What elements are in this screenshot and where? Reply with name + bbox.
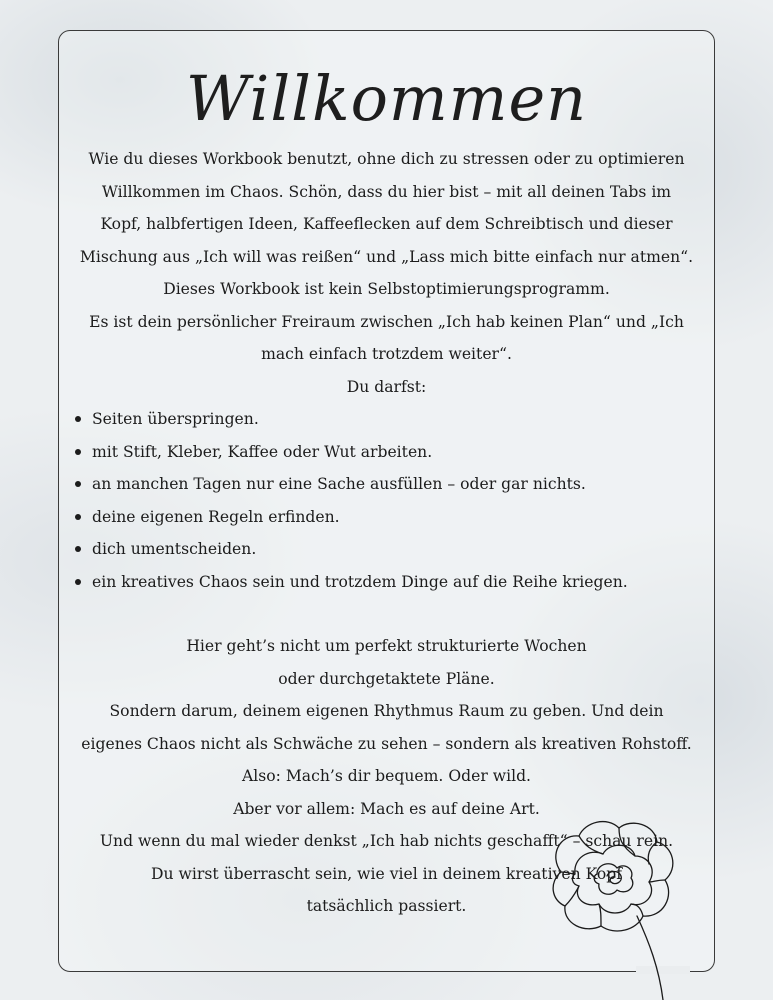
closing-line: Also: Mach’s dir bequem. Oder wild. — [241, 767, 532, 785]
intro-line: Mischung aus „Ich will was reißen“ und „Lass mich bitte einfach nur atmen“. — [79, 247, 694, 266]
list-item: an manchen Tagen nur eine Sache ausfüllen – oder gar nichts. — [92, 468, 715, 501]
freiraum-paragraph: Es ist dein persönlicher Freiraum zwischen „Ich hab keinen Plan“ und „Ich mach einfach trotzdem weiter“. — [89, 312, 684, 363]
list-item: mit Stift, Kleber, Kaffee oder Wut arbeiten. — [92, 436, 715, 469]
page-title: Willkommen — [185, 62, 588, 135]
list-item: ein kreatives Chaos sein und trotzdem Dinge auf die Reihe kriegen. — [92, 566, 715, 599]
permission-list — [58, 403, 715, 598]
main-text — [58, 143, 715, 923]
intro-line: Dieses Workbook ist kein Selbstoptimierungsprogramm. — [163, 280, 610, 298]
closing-line: Aber vor allem: Mach es auf deine Art. — [233, 799, 540, 818]
list-item: Seiten überspringen. — [92, 403, 715, 436]
spacer — [58, 598, 715, 630]
closing-line: Hier geht’s nicht um perfekt strukturierte Wochen — [186, 637, 587, 655]
closing-line: Sondern darum, deinem eigenen Rhythmus Raum zu geben. Und dein — [109, 702, 664, 720]
closing-line: Und wenn du mal wieder denkst „Ich hab nichts geschafft“ – schau rein. — [99, 832, 674, 850]
rose-line-drawing-icon — [545, 812, 685, 1000]
du-darfst-label: Du darfst: — [346, 377, 427, 396]
intro-line: Willkommen im Chaos. Schön, dass du hier bist – mit all deinen Tabs im — [101, 182, 672, 201]
list-item: dich umentscheiden. — [92, 533, 715, 566]
intro-line: Kopf, halbfertigen Ideen, Kaffeeflecken auf dem Schreibtisch und dieser — [100, 215, 673, 233]
subtitle: Wie du dieses Workbook benutzt, ohne dich zu stressen oder zu optimieren — [88, 150, 685, 168]
closing-line: oder durchgetaktete Pläne. — [278, 669, 495, 688]
list-item: deine eigenen Regeln erfinden. — [92, 501, 715, 534]
final-paragraph: Du wirst überrascht sein, wie viel in deinem kreativen Kopf tatsächlich passiert. — [151, 864, 622, 915]
closing-line: eigenes Chaos nicht als Schwäche zu sehen – sondern als kreativen Rohstoff. — [81, 734, 692, 753]
